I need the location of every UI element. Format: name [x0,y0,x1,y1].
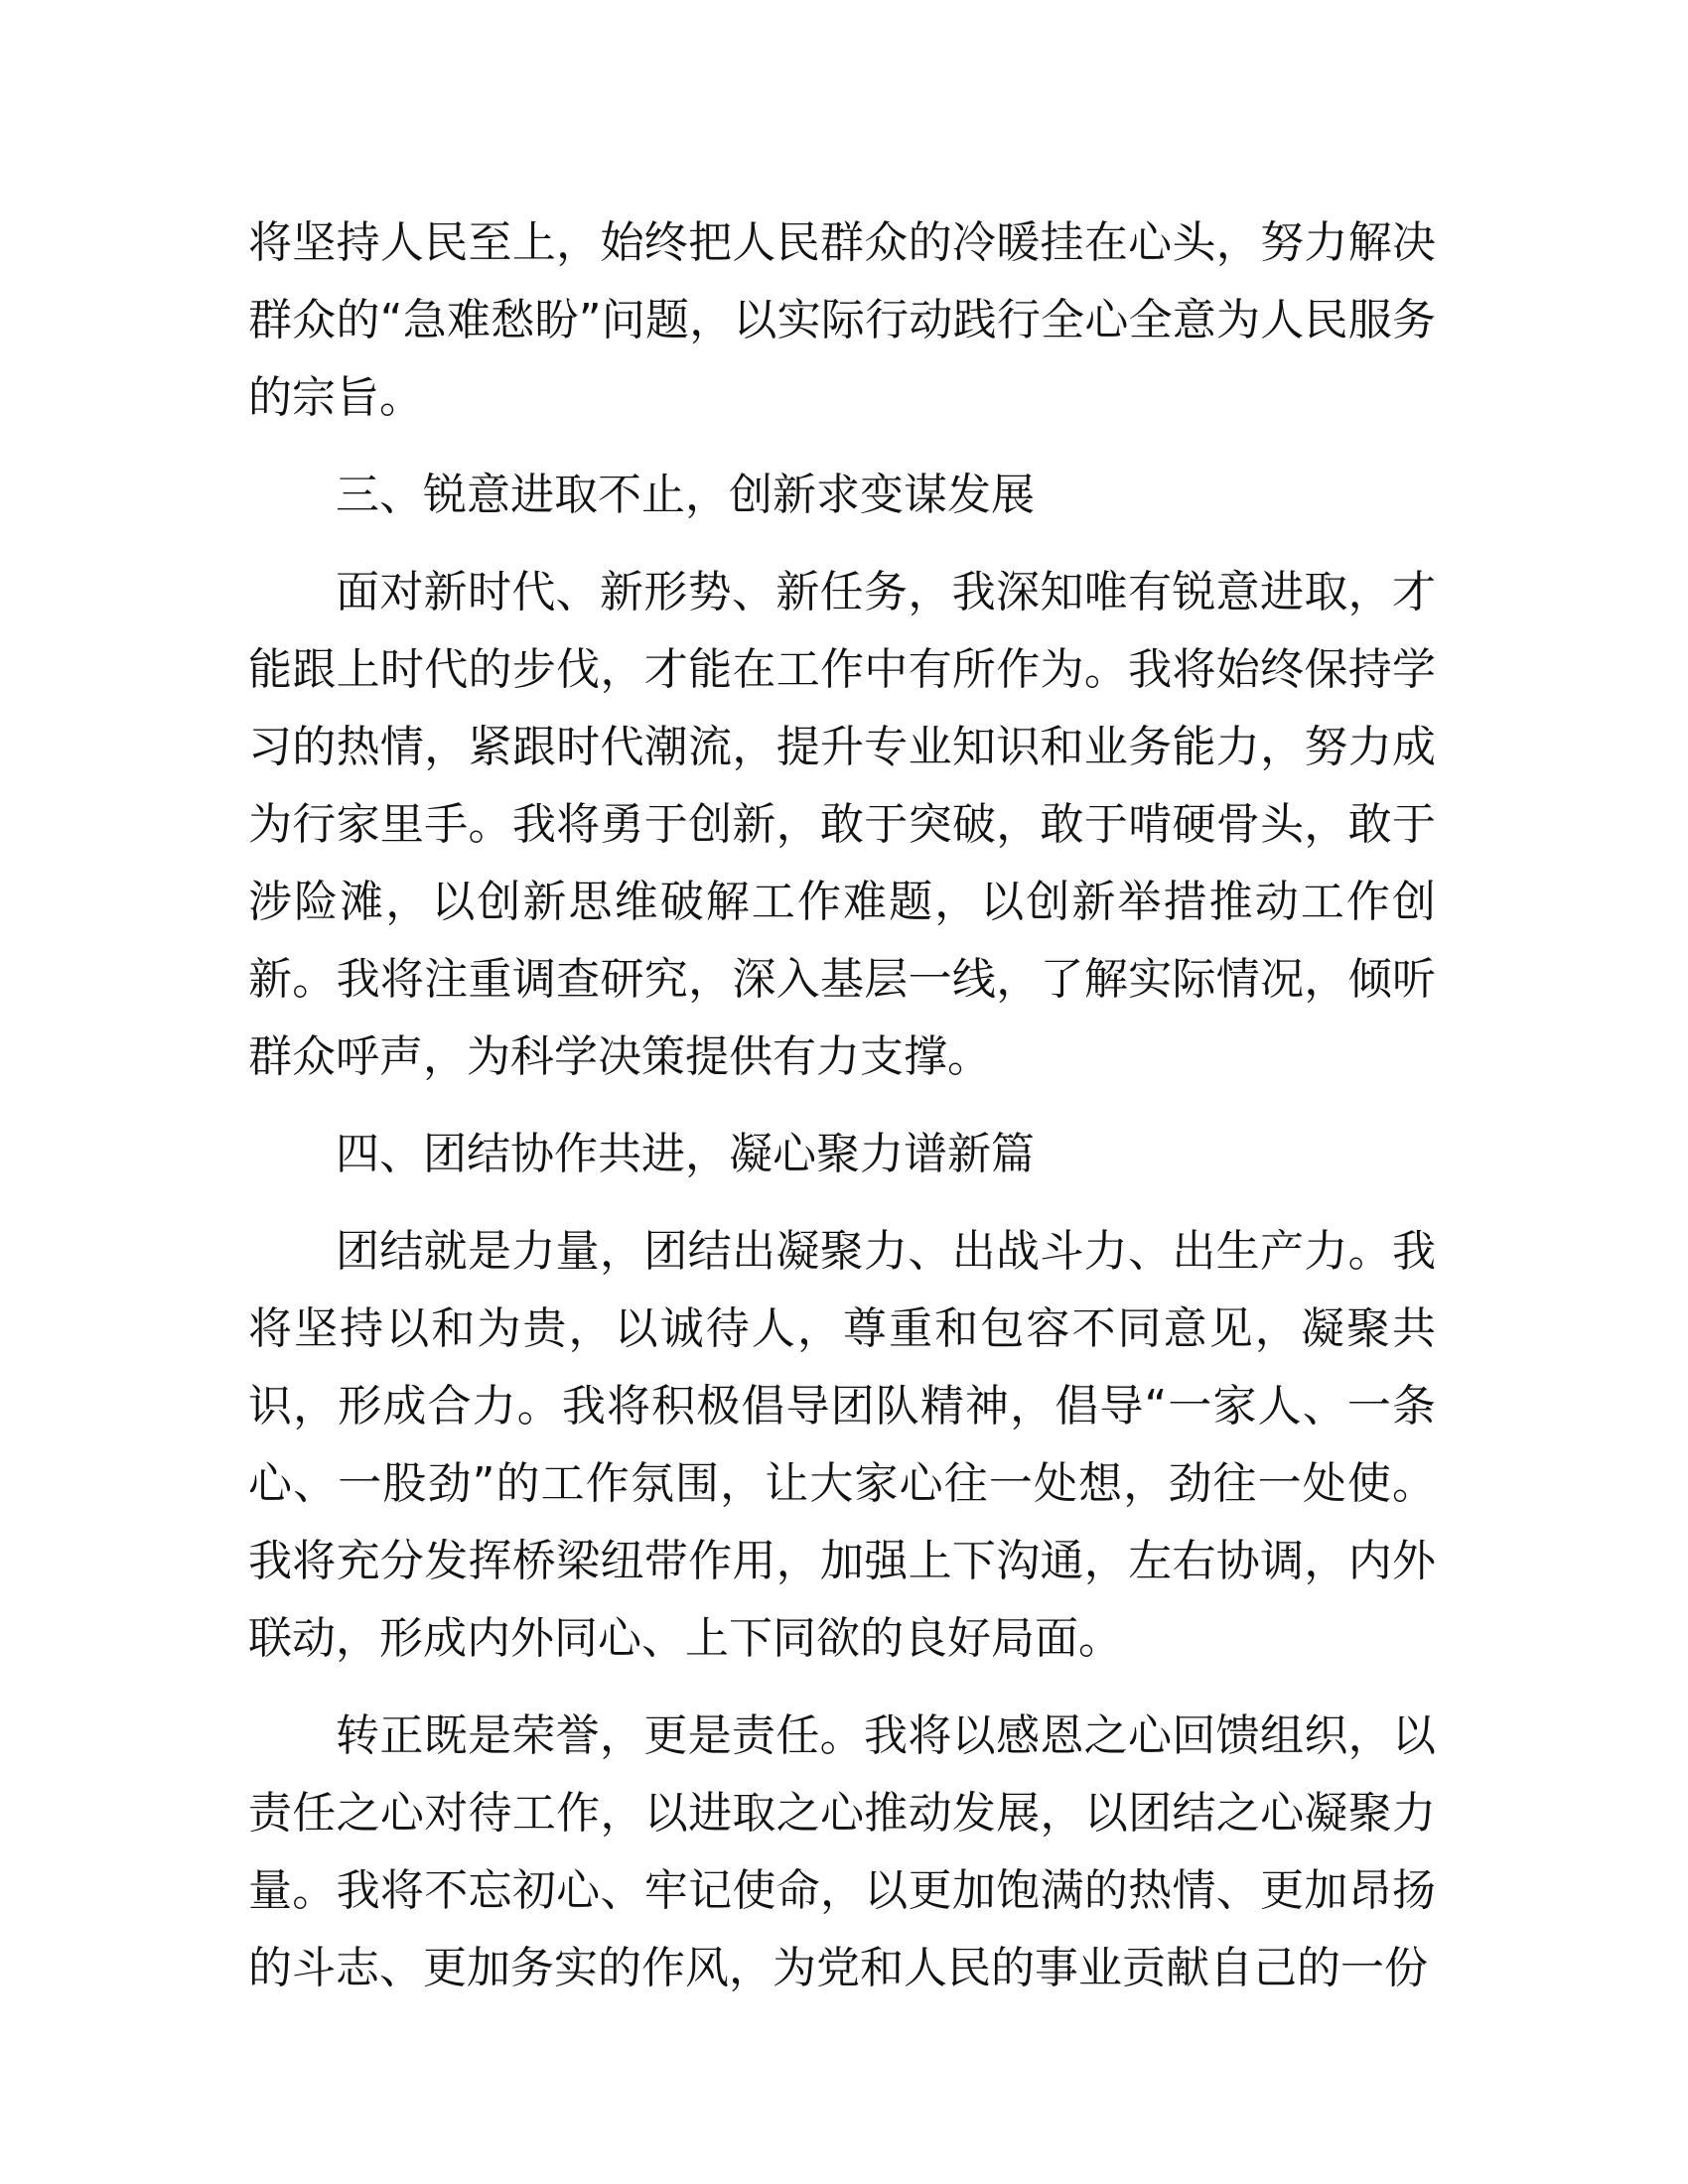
paragraph-unity: 团结就是力量，团结出凝聚力、出战斗力、出生产力。我将坚持以和为贵，以诚待人，尊重和包容不同意见，凝聚共识，形成合力。我将积极倡导团队精神，倡导“一家人、一条心、一股劲”的工作氛围，让大家心往一处想，劲往一处使。我将充分发挥桥梁纽带作用，加强上下沟通，左右协调，内外联动，形成内外同心、上下同欲的良好局面。 [248,1226,1436,1664]
document-page [248,205,1436,2027]
paragraph-closing: 转正既是荣誉，更是责任。我将以感恩之心回馈组织，以责任之心对待工作，以进取之心推动发展，以团结之心凝聚力量。我将不忘初心、牢记使命，以更加饱满的热情、更加昂扬的斗志、更加务实的作风，为党和人民的事业贡献自己的一份 [248,1710,1436,1993]
paragraph-people-first: 将坚持人民至上，始终把人民群众的冷暖挂在心头，努力解决群众的“急难愁盼”问题，以实际行动践行全心全意为人民服务的宗旨。 [248,217,1436,423]
section-heading-innovation: 三、锐意进取不止，创新求变谋发展 [336,470,1035,520]
paragraph-innovation: 面对新时代、新形势、新任务，我深知唯有锐意进取，才能跟上时代的步伐，才能在工作中有所作为。我将始终保持学习的热情，紧跟时代潮流，提升专业知识和业务能力，努力成为行家里手。我将勇于创新，敢于突破，敢于啃硬骨头，敢于涉险滩，以创新思维破解工作难题，以创新举措推动工作创新。我将注重调查研究，深入基层一线，了解实际情况，倾听群众呼声，为科学决策提供有力支撑。 [248,567,1436,1082]
section-heading-unity: 四、团结协作共进，凝心聚力谱新篇 [336,1129,1035,1179]
